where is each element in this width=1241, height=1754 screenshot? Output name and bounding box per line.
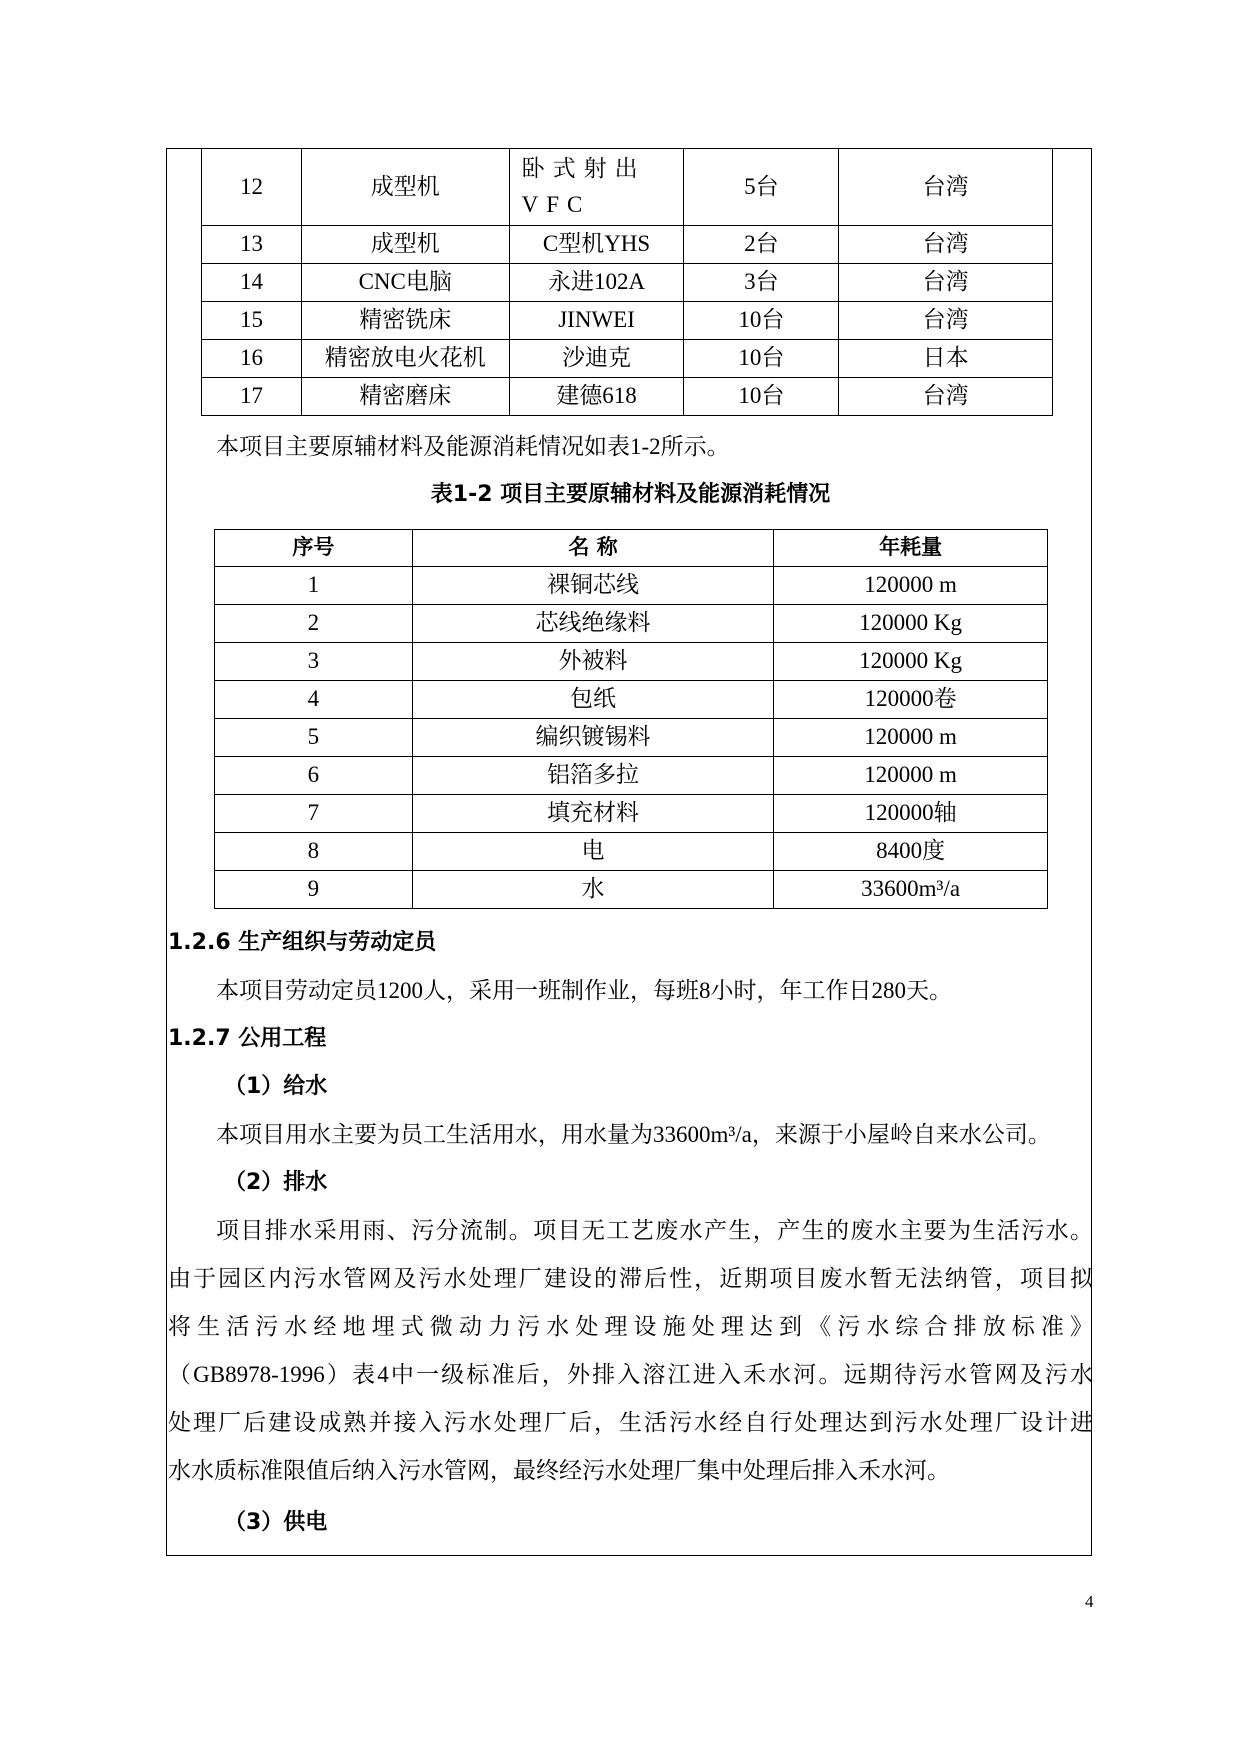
subheading-water-supply: （1）给水 <box>224 1074 328 1099</box>
table-row <box>202 302 1053 340</box>
material-amount: 8400度 <box>774 833 1048 871</box>
material-name: 外被料 <box>412 643 774 681</box>
drainage-line: 水水质标准限值后纳入污水管网，最终经污水处理厂集中处理后排入禾水河。 <box>168 1458 950 1483</box>
equipment-qty: 10台 <box>684 302 839 340</box>
column-header: 名 称 <box>412 530 774 567</box>
table-row <box>202 149 1053 226</box>
material-no: 1 <box>215 567 413 605</box>
material-amount: 33600m³/a <box>774 871 1048 909</box>
equipment-model: 建德618 <box>509 378 684 416</box>
table-caption: 表1-2 项目主要原辅材料及能源消耗情况 <box>430 482 831 507</box>
material-name: 裸铜芯线 <box>412 567 774 605</box>
material-name: 填充材料 <box>412 795 774 833</box>
materials-table <box>214 529 1048 909</box>
equipment-qty: 10台 <box>684 340 839 378</box>
page-number: 4 <box>1085 1592 1094 1611</box>
water-supply-text: 本项目用水主要为员工生活用水，用水量为33600m³/a，来源于小屋岭自来水公司。 <box>216 1122 1051 1147</box>
material-no: 6 <box>215 757 413 795</box>
material-amount: 120000 Kg <box>774 643 1048 681</box>
equipment-qty: 2台 <box>684 226 839 264</box>
material-name: 铝箔多拉 <box>412 757 774 795</box>
drainage-line: 项目排水采用雨、污分流制。项目无工艺废水产生，产生的废水主要为生活污水。 <box>216 1218 1093 1243</box>
column-header: 序号 <box>215 530 413 567</box>
equipment-no: 16 <box>202 340 302 378</box>
table-row <box>202 226 1053 264</box>
equipment-no: 15 <box>202 302 302 340</box>
drainage-line: （GB8978-1996）表4中一级标准后，外排入溶江进入禾水河。远期待污水管网及污水 <box>168 1362 1093 1387</box>
material-name: 芯线绝缘料 <box>412 605 774 643</box>
equipment-origin: 日本 <box>839 340 1053 378</box>
equipment-model: 永进102A <box>509 264 684 302</box>
material-amount: 120000 m <box>774 567 1048 605</box>
equipment-name: 成型机 <box>301 149 509 226</box>
subheading-power: （3）供电 <box>224 1510 328 1535</box>
material-no: 9 <box>215 871 413 909</box>
table-row <box>215 681 1048 719</box>
equipment-model: 沙迪克 <box>509 340 684 378</box>
table-row <box>215 643 1048 681</box>
equipment-origin: 台湾 <box>839 264 1053 302</box>
equipment-origin: 台湾 <box>839 378 1053 416</box>
equipment-name: 精密铣床 <box>301 302 509 340</box>
equipment-origin: 台湾 <box>839 226 1053 264</box>
equipment-no: 13 <box>202 226 302 264</box>
equipment-no: 12 <box>202 149 302 226</box>
material-amount: 120000 m <box>774 757 1048 795</box>
table-row <box>215 567 1048 605</box>
table-row <box>215 757 1048 795</box>
equipment-qty: 5台 <box>684 149 839 226</box>
material-name: 电 <box>412 833 774 871</box>
table-row <box>215 833 1048 871</box>
drainage-line: 处理厂后建设成熟并接入污水处理厂后，生活污水经自行处理达到污水处理厂设计进 <box>168 1410 1093 1435</box>
equipment-name: 精密放电火花机 <box>301 340 509 378</box>
material-no: 4 <box>215 681 413 719</box>
equipment-qty: 10台 <box>684 378 839 416</box>
equipment-no: 14 <box>202 264 302 302</box>
material-no: 3 <box>215 643 413 681</box>
section-heading-1-2-7: 1.2.7 公用工程 <box>168 1026 327 1051</box>
equipment-qty: 3台 <box>684 264 839 302</box>
table-row <box>215 605 1048 643</box>
material-no: 7 <box>215 795 413 833</box>
material-amount: 120000 Kg <box>774 605 1048 643</box>
material-amount: 120000 m <box>774 719 1048 757</box>
staffing-text: 本项目劳动定员1200人，采用一班制作业，每班8小时，年工作日280天。 <box>216 978 952 1003</box>
material-name: 包纸 <box>412 681 774 719</box>
section-heading-1-2-6: 1.2.6 生产组织与劳动定员 <box>168 930 437 955</box>
material-amount: 120000轴 <box>774 795 1048 833</box>
equipment-no: 17 <box>202 378 302 416</box>
table-header-row <box>215 530 1048 567</box>
material-amount: 120000卷 <box>774 681 1048 719</box>
equipment-origin: 台湾 <box>839 302 1053 340</box>
equipment-model: JINWEI <box>509 302 684 340</box>
material-no: 5 <box>215 719 413 757</box>
material-no: 8 <box>215 833 413 871</box>
equipment-name: 成型机 <box>301 226 509 264</box>
table-row <box>215 795 1048 833</box>
equipment-origin: 台湾 <box>839 149 1053 226</box>
table-intro-text: 本项目主要原辅材料及能源消耗情况如表1-2所示。 <box>216 434 730 459</box>
equipment-name: CNC电脑 <box>301 264 509 302</box>
equipment-model: 卧式射出VFC <box>509 149 684 226</box>
table-row <box>202 264 1053 302</box>
material-name: 水 <box>412 871 774 909</box>
equipment-table <box>201 148 1053 416</box>
table-row <box>215 719 1048 757</box>
drainage-line: 由于园区内污水管网及污水处理厂建设的滞后性，近期项目废水暂无法纳管，项目拟 <box>168 1266 1093 1291</box>
material-name: 编织镀锡料 <box>412 719 774 757</box>
table-row <box>202 378 1053 416</box>
table-row <box>215 871 1048 909</box>
material-no: 2 <box>215 605 413 643</box>
column-header: 年耗量 <box>774 530 1048 567</box>
subheading-drainage: （2）排水 <box>224 1170 328 1195</box>
equipment-name: 精密磨床 <box>301 378 509 416</box>
drainage-line: 将生活污水经地埋式微动力污水处理设施处理达到《污水综合排放标准》 <box>168 1314 1093 1339</box>
table-row <box>202 340 1053 378</box>
equipment-model: C型机YHS <box>509 226 684 264</box>
